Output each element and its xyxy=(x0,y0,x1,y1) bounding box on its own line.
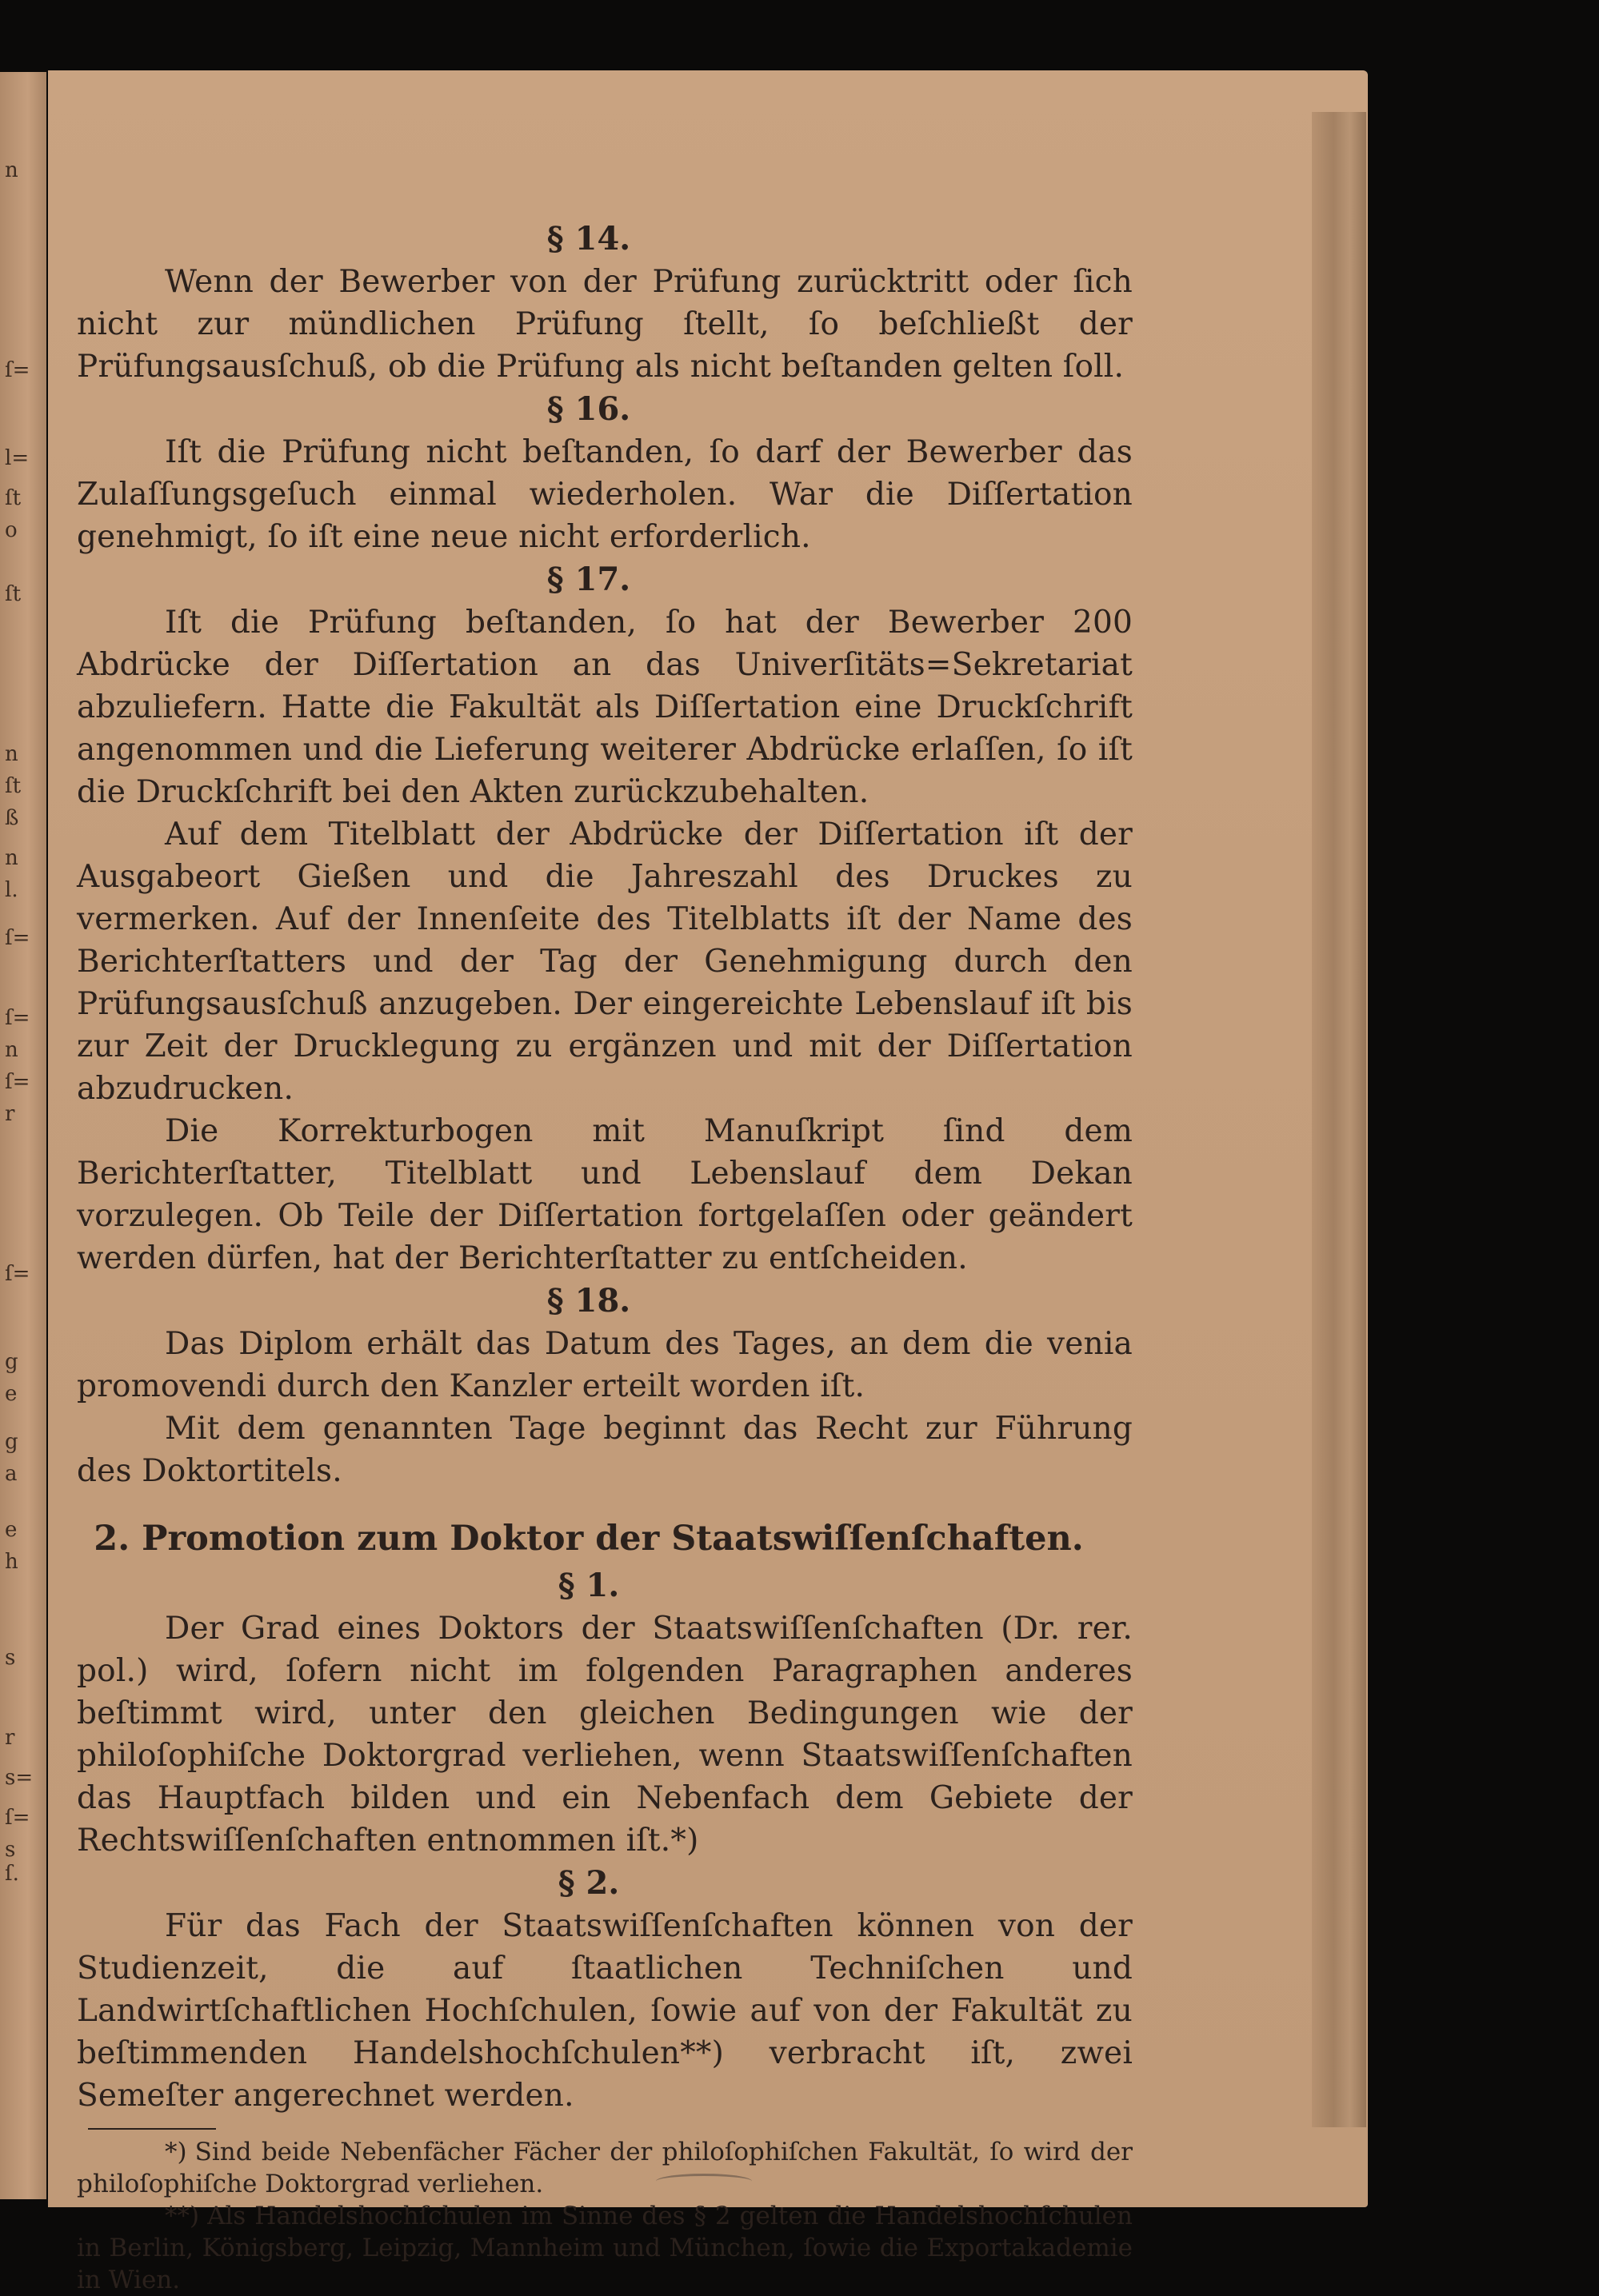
margin-fragment: s= xyxy=(5,1766,34,1790)
footnote-rule xyxy=(88,2128,216,2130)
page-text xyxy=(77,218,1133,2296)
paper-tear-mark xyxy=(656,2174,752,2189)
page-stack-edge xyxy=(1312,112,1366,2127)
footnote-text: Sind beide Nebenfächer Fächer der philoſophiſchen Fakultät, ſo wird der philoſophiſche Doktorgrad verliehen. xyxy=(77,2138,1133,2198)
section-heading-1: § 1. xyxy=(558,1567,620,1604)
paragraph: Der Grad eines Doktors der Staatswiſſenſchaften (Dr. rer. pol.) wird, ſofern nicht im folgenden Paragraphen anderes beſtimmt wird, unter den gleichen Bedingungen wie der philoſophiſche Doktorgrad verliehen, wenn Staatswiſſenſchaften das Hauptfach bilden und ein Nebenfach dem Gebiete der Rechtswiſſenſchaften entnommen iſt.*) xyxy=(77,1611,1133,1859)
section-heading-17: § 17. xyxy=(546,561,631,598)
margin-fragment: l= xyxy=(5,446,30,470)
margin-fragment: o xyxy=(5,518,18,542)
margin-fragment: r xyxy=(5,1102,15,1126)
section-heading-16: § 16. xyxy=(546,390,631,428)
margin-fragment: ß xyxy=(5,806,19,830)
margin-fragment: ſ= xyxy=(5,358,30,382)
margin-fragment: e xyxy=(5,1382,18,1406)
paragraph: Iſt die Prüfung nicht beſtanden, ſo darf der Bewerber das Zulaſſungsgeſuch einmal wiederholen. War die Diſſertation genehmigt, ſo iſt eine neue nicht erforderlich. xyxy=(77,434,1133,555)
footnote xyxy=(77,2136,1133,2200)
margin-fragment: n xyxy=(5,158,18,182)
margin-fragment: l. xyxy=(5,878,18,902)
margin-fragment: ſ= xyxy=(5,1806,30,1830)
margin-fragment: ſ= xyxy=(5,1070,30,1094)
section-heading-18: § 18. xyxy=(546,1282,631,1320)
footnote-text: Als Handelshochſchulen im Sinne des § 2 gelten die Handelshochſchulen in Berlin, Königsberg, Leipzig, Mannheim und München, ſowie die Exportakademie in Wien. xyxy=(77,2202,1133,2294)
margin-fragment: n xyxy=(5,1038,18,1062)
margin-fragment: ſ= xyxy=(5,1006,30,1030)
chapter-title: 2. Promotion zum Doktor der Staatswiſſenſchaften. xyxy=(94,1519,1084,1559)
paragraph: Die Korrekturbogen mit Manuſkript ſind dem Berichterſtatter, Titelblatt und Lebenslauf dem Dekan vorzulegen. Ob Teile der Diſſertation fortgelaſſen oder geändert werden dürfen, hat der Berichterſtatter zu entſcheiden. xyxy=(77,1113,1133,1276)
paragraph: Wenn der Bewerber von der Prüfung zurücktritt oder ſich nicht zur mündlichen Prüfung ſtellt, ſo beſchließt der Prüfungsausſchuß, ob die Prüfung als nicht beſtanden gelten ſoll. xyxy=(77,264,1133,385)
margin-fragment: ſ= xyxy=(5,926,30,950)
margin-fragment: s xyxy=(5,1646,16,1670)
margin-fragment: n xyxy=(5,742,18,766)
footnote xyxy=(77,2200,1133,2296)
margin-fragment: r xyxy=(5,1726,15,1750)
paragraph: Iſt die Prüfung beſtanden, ſo hat der Bewerber 200 Abdrücke der Diſſertation an das Univerſitäts=Sekretariat abzuliefern. Hatte die Fakultät als Diſſertation eine Druckſchrift angenommen und die Lieferung weiterer Abdrücke erlaſſen, ſo iſt die Druckſchrift bei den Akten zurückzubehalten. xyxy=(77,605,1133,810)
paragraph: Auf dem Titelblatt der Abdrücke der Diſſertation iſt der Ausgabeort Gießen und die Jahreszahl des Druckes zu vermerken. Auf der Innenſeite des Titelblatts iſt der Name des Berichterſtatters und der Tag der Genehmigung durch den Prüfungsausſchuß anzugeben. Der eingereichte Lebenslauf iſt bis zur Zeit der Drucklegung zu ergänzen und mit der Diſſertation abzudrucken. xyxy=(77,817,1133,1107)
margin-fragment: ſ= xyxy=(5,1262,30,1286)
margin-fragment: ſt xyxy=(5,582,22,606)
margin-fragment: h xyxy=(5,1550,18,1574)
paragraph: Für das Fach der Staatswiſſenſchaften können von der Studienzeit, die auf ſtaatlichen Techniſchen und Landwirtſchaftlichen Hochſchulen, ſowie auf von der Fakultät zu beſtimmenden Handelshochſchulen**) verbracht iſt, zwei Semeſter angerechnet werden. xyxy=(77,1908,1133,2114)
section-heading-14: § 14. xyxy=(546,220,631,258)
margin-fragment: ſ. xyxy=(5,1862,19,1886)
footnote-mark: *) xyxy=(165,2138,187,2166)
section-heading-2: § 2. xyxy=(558,1864,620,1902)
margin-fragment: g xyxy=(5,1350,18,1374)
margin-fragment: g xyxy=(5,1430,18,1454)
footnote-mark: **) xyxy=(165,2202,200,2230)
margin-fragment: e xyxy=(5,1518,18,1542)
paragraph: Mit dem genannten Tage beginnt das Recht zur Führung des Doktortitels. xyxy=(77,1411,1133,1489)
margin-fragment: s xyxy=(5,1838,16,1862)
margin-fragment: ſt xyxy=(5,486,22,510)
margin-fragment: n xyxy=(5,846,18,870)
paragraph: Das Diplom erhält das Datum des Tages, an dem die venia promovendi durch den Kanzler erteilt worden iſt. xyxy=(77,1326,1133,1404)
previous-page-edge xyxy=(0,72,46,2199)
margin-fragment: ſt xyxy=(5,774,22,798)
margin-fragment: a xyxy=(5,1462,18,1486)
